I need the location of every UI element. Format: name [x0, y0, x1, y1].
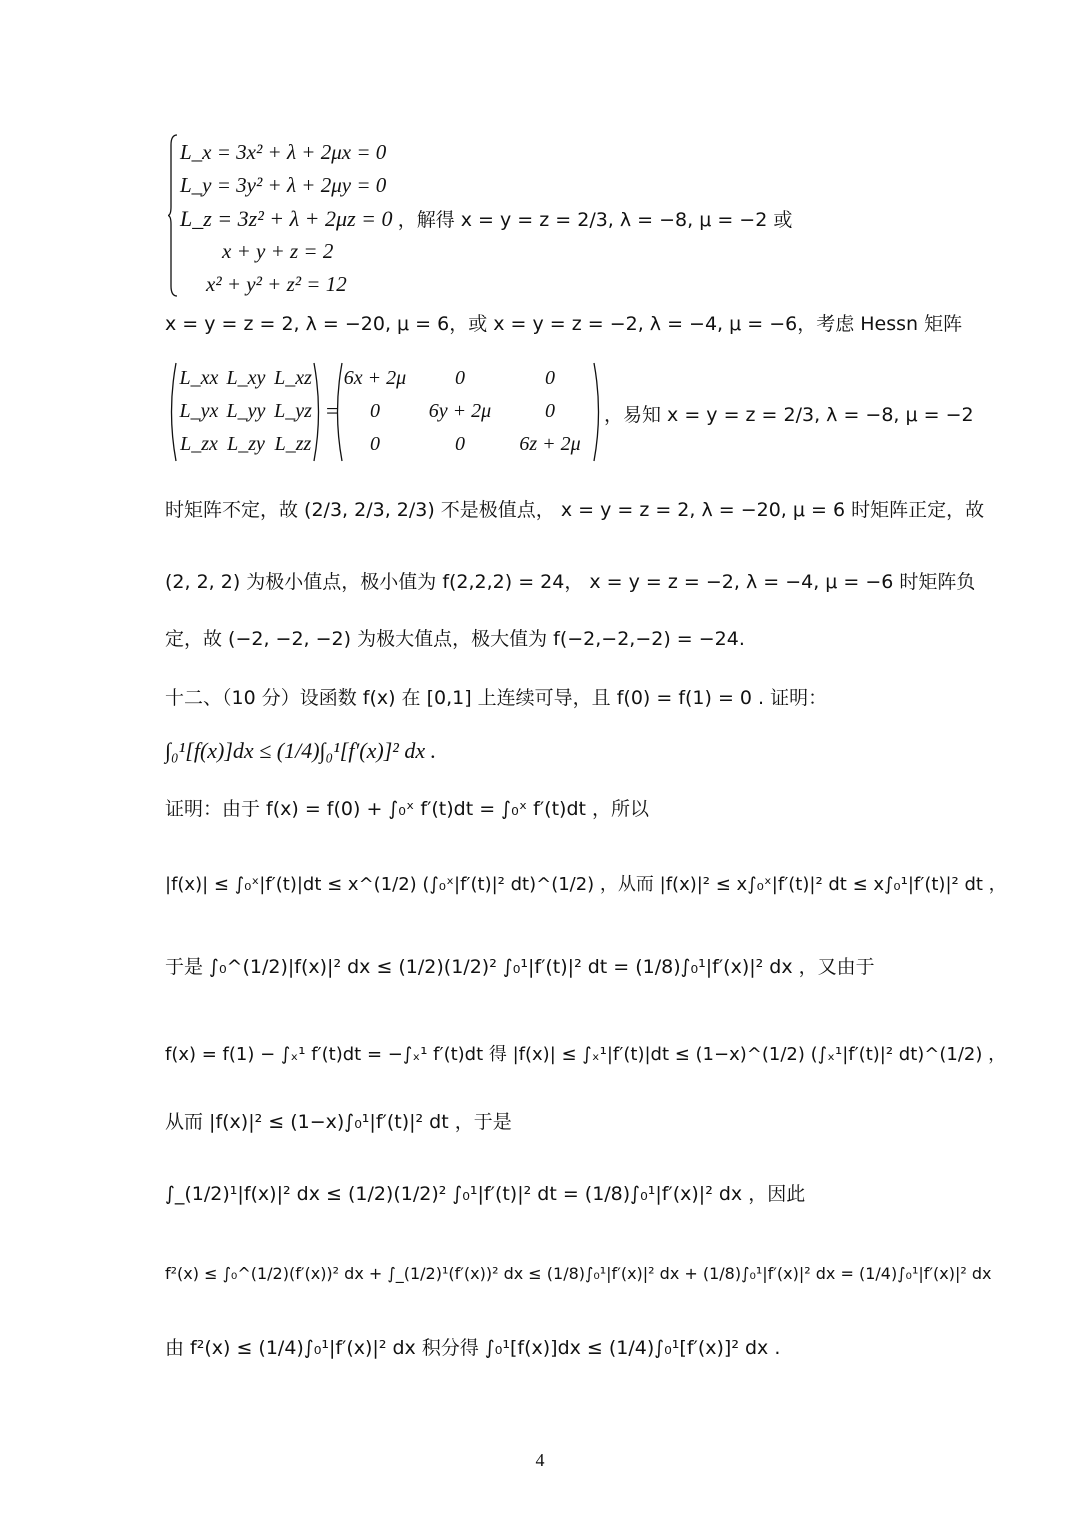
matrix-row	[340, 395, 590, 428]
matrix-cell: 0	[545, 367, 555, 389]
left-brace	[168, 133, 178, 298]
proof-line-7: f²(x) ≤ ∫₀^(1/2)(f′(x))² dx + ∫_(1/2)¹(f′(x))² dx ≤ (1/8)∫₀¹|f′(x)|² dx + (1/8)∫₀¹|f′(x)|² dx = (1/4)∫₀¹|f′(x)|² dx	[165, 1264, 992, 1283]
matrix-cell: L_yy	[226, 400, 266, 422]
hessian-symbol-matrix	[176, 362, 316, 461]
matrix-cell: L_zz	[274, 433, 312, 455]
matrix-cell: L_zx	[180, 433, 218, 455]
matrix-cell: 0	[545, 400, 555, 422]
matrix-cell: 6y + 2μ	[428, 400, 492, 422]
matrix-cell: 0	[370, 400, 380, 422]
matrix-cell: L_xy	[226, 367, 266, 389]
proof-line-8: 由 f²(x) ≤ (1/4)∫₀¹|f′(x)|² dx 积分得 ∫₀¹[f(x)]dx ≤ (1/4)∫₀¹[f′(x)]² dx .	[165, 1337, 781, 1359]
constraint-squares: x² + y² + z² = 12	[206, 272, 347, 296]
page-number: 4	[535, 1450, 545, 1470]
solutions-line: x = y = z = 2, λ = −20, μ = 6，或 x = y = z = −2, λ = −4, μ = −6，考虑 Hessn 矩阵	[165, 313, 963, 335]
proof-line-5: 从而 |f(x)|² ≤ (1−x)∫₀¹|f′(t)|² dt ，于是	[165, 1111, 512, 1133]
proof-line-4: f(x) = f(1) − ∫ₓ¹ f′(t)dt = −∫ₓ¹ f′(t)dt 得 |f(x)| ≤ ∫ₓ¹|f′(t)|dt ≤ (1−x)^(1/2) (∫ₓ¹|f′(t)|² dt)^(1/2) ，	[165, 1044, 1007, 1065]
matrix-cell: 6x + 2μ	[343, 367, 407, 389]
matrix-row	[340, 428, 590, 461]
matrix-cell: L_zy	[227, 433, 265, 455]
matrix-cell: 6z + 2μ	[519, 433, 581, 455]
equals-sign: =	[326, 398, 339, 423]
equation-system	[180, 136, 792, 301]
proof-line-6: ∫_(1/2)¹|f(x)|² dx ≤ (1/2)(1/2)² ∫₀¹|f′(t)|² dt = (1/8)∫₀¹|f′(x)|² dx ，因此	[165, 1183, 806, 1205]
matrix-cell: 0	[370, 433, 380, 455]
proof-line-2: |f(x)| ≤ ∫₀ˣ|f′(t)|dt ≤ x^(1/2) (∫₀ˣ|f′(t)|² dt)^(1/2) ，从而 |f(x)|² ≤ x∫₀ˣ|f′(t)|² dt ≤ x∫₀¹|f′(t)|² dt ，	[165, 874, 1007, 895]
problem-12-statement: 十二、（10 分）设函数 f(x) 在 [0,1] 上连续可导，且 f(0) = f(1) = 0 . 证明：	[165, 687, 828, 709]
hessian-value-matrix	[340, 362, 590, 461]
proof-line-1: 证明：由于 f(x) = f(0) + ∫₀ˣ f′(t)dt = ∫₀ˣ f′(t)dt ，所以	[165, 798, 649, 820]
matrix-cell: L_yx	[179, 400, 219, 422]
equation-lz-row	[180, 202, 792, 235]
equation-lz: L_z = 3z² + λ + 2μz = 0	[180, 206, 393, 231]
matrix-row	[176, 428, 316, 461]
matrix-cell: 0	[455, 367, 465, 389]
matrix-row	[340, 362, 590, 395]
constraint-sum: x + y + z = 2	[222, 239, 334, 263]
equation-ly: L_y = 3y² + λ + 2μy = 0	[180, 173, 387, 197]
hessian-note: ，易知 x = y = z = 2/3, λ = −8, μ = −2	[604, 404, 974, 426]
matrix-row	[176, 395, 316, 428]
solve-text: ，解得 x = y = z = 2/3, λ = −8, μ = −2 或	[397, 209, 793, 231]
matrix-cell: L_xx	[179, 367, 219, 389]
minimum-line: (2, 2, 2) 为极小值点，极小值为 f(2,2,2) = 24， x = y = z = −2, λ = −4, μ = −6 时矩阵负	[165, 571, 976, 593]
maximum-line: 定，故 (−2, −2, −2) 为极大值点，极大值为 f(−2,−2,−2) = −24.	[165, 628, 745, 650]
matrix-right-paren-2	[592, 362, 604, 462]
equation-lx: L_x = 3x² + λ + 2μx = 0	[180, 140, 387, 164]
problem-12-formula: ∫₀¹[f(x)]dx ≤ (1/4)∫₀¹[f′(x)]² dx .	[165, 738, 437, 763]
matrix-cell: L_yz	[274, 400, 312, 422]
proof-line-3: 于是 ∫₀^(1/2)|f(x)|² dx ≤ (1/2)(1/2)² ∫₀¹|f′(t)|² dt = (1/8)∫₀¹|f′(x)|² dx ，又由于	[165, 956, 875, 978]
matrix-cell: 0	[455, 433, 465, 455]
matrix-cell: L_xz	[274, 367, 312, 389]
indefinite-line: 时矩阵不定，故 (2/3, 2/3, 2/3) 不是极值点， x = y = z = 2, λ = −20, μ = 6 时矩阵正定，故	[165, 499, 985, 521]
matrix-right-paren-1	[312, 362, 324, 462]
matrix-row	[176, 362, 316, 395]
